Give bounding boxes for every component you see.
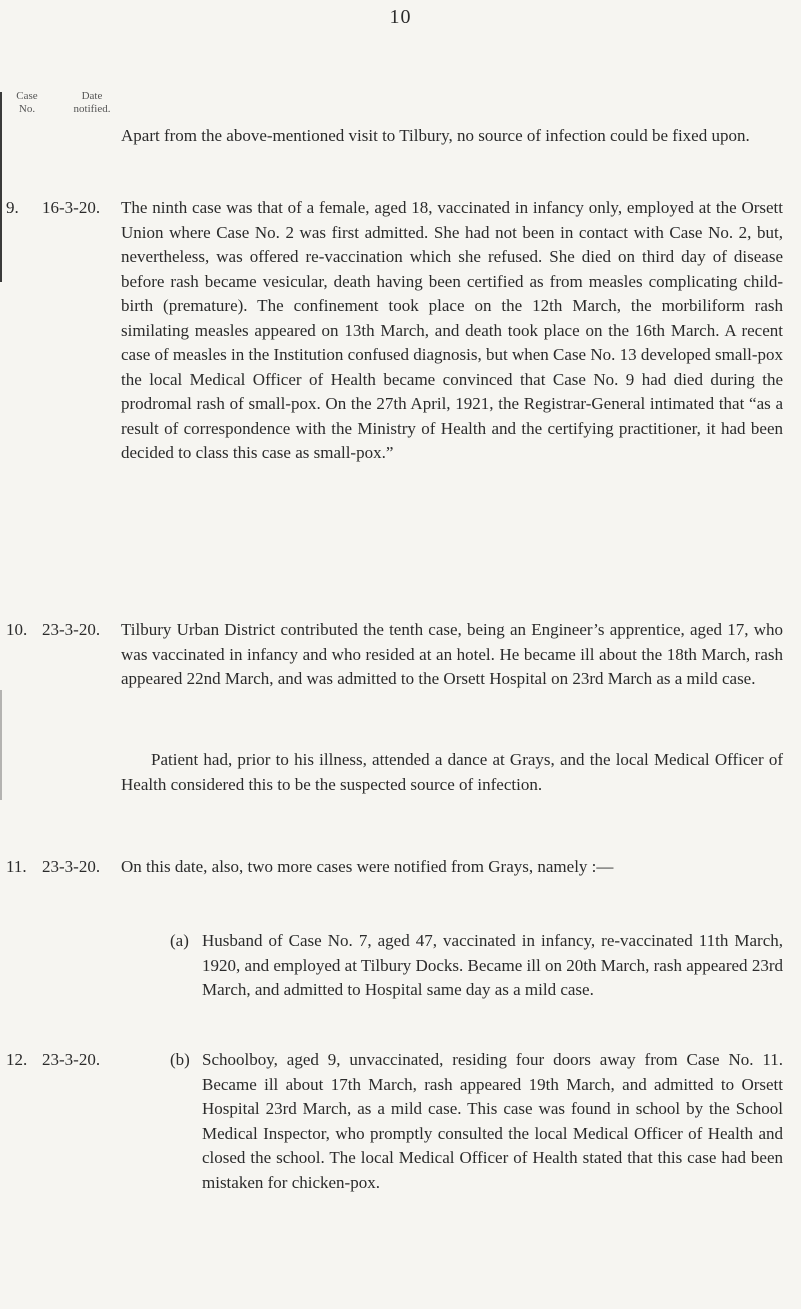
page-edge-rule xyxy=(0,92,2,282)
case-paragraph: Tilbury Urban District contributed the tenth case, being an Engineer’s apprentice, aged 17, who was vaccinated in infancy and who resided at an hotel. He became ill about the 18th March, rash appeared 22nd March, and was admitted to the Orsett Hospital on 23rd March as a mild case. xyxy=(121,620,783,688)
page-edge-rule xyxy=(0,690,2,800)
sub-case-label: (b) xyxy=(170,1050,190,1069)
case-no-header: Case No. xyxy=(16,90,38,115)
case-paragraph: On this date, also, two more cases were notified from Grays, namely :— xyxy=(121,857,614,876)
sub-case-text: Schoolboy, aged 9, unvaccinated, residing four doors away from Case No. 11. Became ill about 17th March, rash appeared 19th March, and admitted to Orsett Hospital 23rd March, as a mild case. This case was found in school by the School Medical Inspector, who promptly consulted the local Medical Officer of Health and closed the school. The local Medical Officer of Health stated that this case had been mistaken for chicken-pox. xyxy=(202,1050,783,1192)
case-paragraph: Patient had, prior to his illness, attended a dance at Grays, and the local Medical Officer of Health considered this to be the suspected source of infection. xyxy=(121,750,783,794)
case-number: 9. xyxy=(6,198,19,217)
sub-case-text: Husband of Case No. 7, aged 47, vaccinated in infancy, re-vaccinated 11th March, 1920, and employed at Tilbury Docks. Became ill on 20th March, rash appeared 23rd March, and admitted to Hospital same day as a mild case. xyxy=(202,931,783,999)
sub-case-label: (a) xyxy=(170,931,189,950)
sub-case-b xyxy=(170,1048,783,1195)
intro-paragraph: Apart from the above-mentioned visit to Tilbury, no source of infection could be fixed upon. xyxy=(121,126,750,145)
sub-case-a xyxy=(170,929,783,1003)
case-number: 10. xyxy=(6,620,28,639)
case-paragraph: The ninth case was that of a female, aged 18, vaccinated in infancy only, employed at the Orsett Union where Case No. 2 was first admitted. She had not been in contact with Case No. 2, but, nevertheless, was offered re-vaccination which she refused. She died on third day of disease before rash became vesicular, death having been certified as from measles complicating child-birth (premature). The confinement took place on the 12th March, the morbiliform rash similating measles appeared on 13th March, and death took place on the 16th March. A recent case of measles in the Institution confused diagnosis, but when Case No. 13 developed small-pox the local Medical Officer of Health became convinced that Case No. 9 had died during the prodromal rash of small-pox. On the 27th April, 1921, the Registrar-General intimated that “as a result of correspondence with the Ministry of Health and the certifying practitioner, it had been decided to class this case as small-pox.” xyxy=(121,198,783,462)
date-notified: 23-3-20. xyxy=(42,857,101,876)
date-notified: 23-3-20. xyxy=(42,1050,101,1069)
case-number: 11. xyxy=(6,857,27,876)
case-number: 12. xyxy=(6,1050,28,1069)
page-number: 10 xyxy=(389,6,412,28)
date-notified: 23-3-20. xyxy=(42,620,101,639)
date-notified-header: Date notified. xyxy=(73,90,111,115)
date-notified: 16-3-20. xyxy=(42,198,101,217)
